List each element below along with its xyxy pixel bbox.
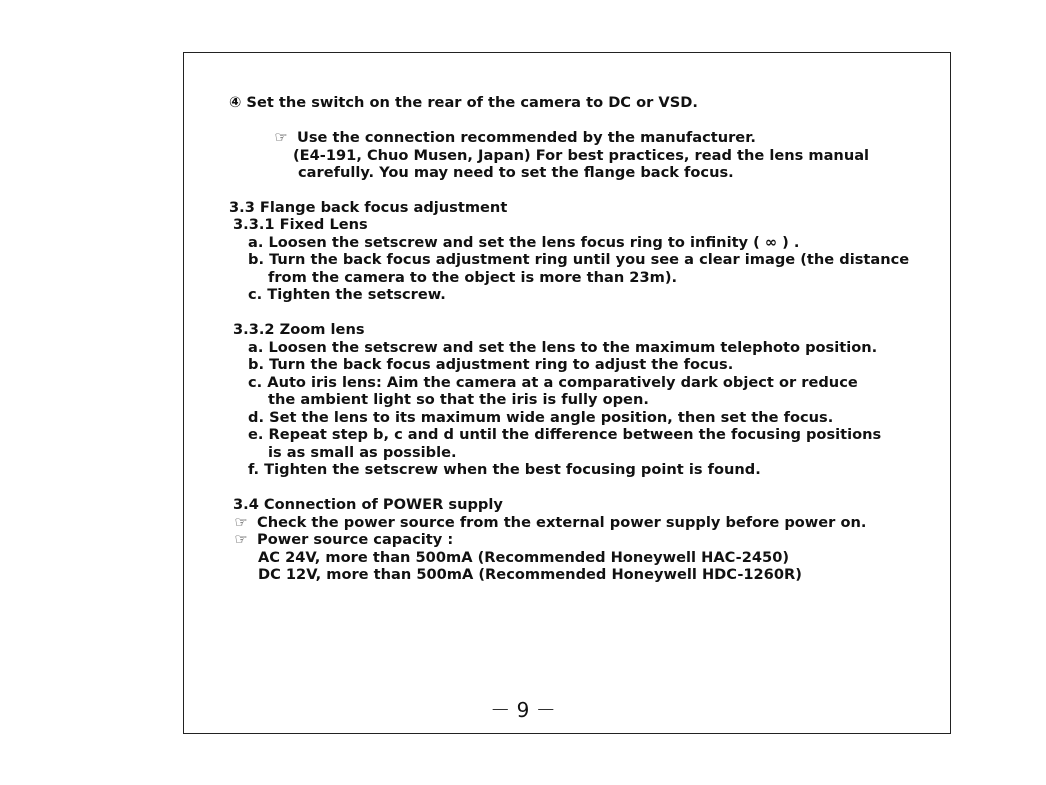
power-check-text: Check the power source from the external power supply before power on. [257,514,867,531]
dc-power-spec: DC 12V, more than 500mA (Recommended Honeywell HDC-1260R) [258,566,802,583]
zoom-lens-step-f: f. Tighten the setscrew when the best focusing point is found. [248,461,761,478]
zoom-lens-step-e-line-2: is as small as possible. [268,444,457,461]
zoom-lens-step-e-line-1: e. Repeat step b, c and d until the difference between the focusing positions [248,426,882,443]
fixed-lens-step-b-line-1: b. Turn the back focus adjustment ring until you see a clear image (the distance [248,251,910,268]
power-check-note [233,514,866,531]
section-3-3-title: 3.3 Flange back focus adjustment [229,199,508,216]
pointing-hand-icon: ☞ [234,514,248,531]
fixed-lens-step-c: c. Tighten the setscrew. [248,286,446,303]
zoom-lens-step-d: d. Set the lens to its maximum wide angle position, then set the focus. [248,409,834,426]
section-3-4-title: 3.4 Connection of POWER supply [233,496,503,513]
fixed-lens-step-a: a. Loosen the setscrew and set the lens focus ring to infinity ( ∞ ) . [248,234,800,251]
manufacturer-note-text: Use the connection recommended by the manufacturer. [297,129,756,146]
manufacturer-note-line-2: (E4-191, Chuo Musen, Japan) For best practices, read the lens manual [293,147,870,164]
power-capacity-note [233,531,453,548]
pointing-hand-icon: ☞ [234,531,248,548]
zoom-lens-step-c-line-1: c. Auto iris lens: Aim the camera at a comparatively dark object or reduce [248,374,858,391]
zoom-lens-step-c-line-2: the ambient light so that the iris is fully open. [268,391,649,408]
pointing-hand-icon: ☞ [274,129,288,146]
page-number: － 9 － [490,698,556,722]
ac-power-spec: AC 24V, more than 500mA (Recommended Honeywell HAC-2450) [258,549,790,566]
subsection-3-3-2-title: 3.3.2 Zoom lens [233,321,365,338]
zoom-lens-step-a: a. Loosen the setscrew and set the lens to the maximum telephoto position. [248,339,878,356]
zoom-lens-step-b: b. Turn the back focus adjustment ring to adjust the focus. [248,356,734,373]
subsection-3-3-1-title: 3.3.1 Fixed Lens [233,216,368,233]
manufacturer-note-line-1 [273,129,756,146]
manufacturer-note-line-3: carefully. You may need to set the flange back focus. [298,164,734,181]
fixed-lens-step-b-line-2: from the camera to the object is more than 23m). [268,269,678,286]
step-4-instruction: ④ Set the switch on the rear of the camera to DC or VSD. [229,94,698,111]
power-capacity-label: Power source capacity : [257,531,454,548]
